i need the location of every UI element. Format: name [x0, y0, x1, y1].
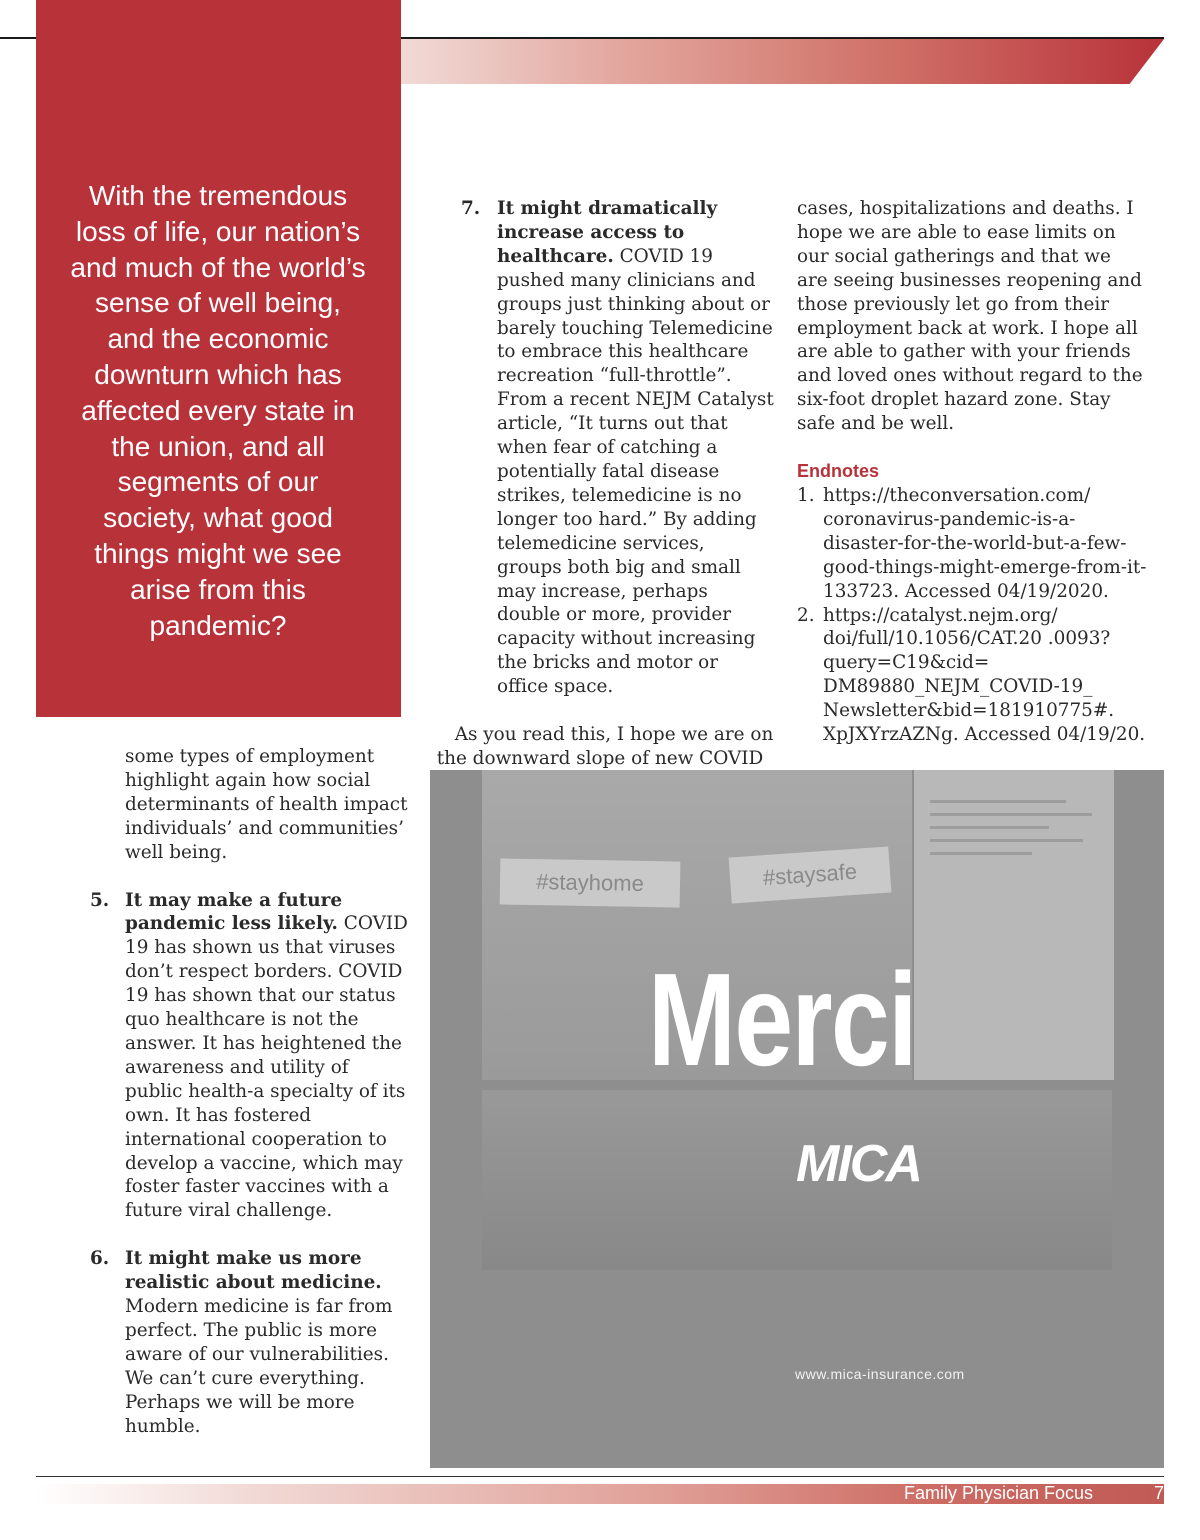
list-item — [425, 197, 775, 699]
column-middle — [425, 197, 775, 795]
endnote-item — [797, 604, 1147, 747]
publication-name: Family Physician Focus — [904, 1483, 1094, 1503]
item-number: 5. — [90, 889, 110, 911]
item-body: Modern medicine is far from perfect. The public is more aware of our vulnerabilities. We can’t cure everything. Perhaps we will be more humble. — [125, 1296, 393, 1437]
endnote-text: https://theconversation.com/ coronavirus-pandemic-is-a-disaster-for-the-world-but-a-few-good-things-might-emerge-from-it-133723. Accessed 04/19/2020. — [823, 484, 1147, 602]
closing-paragraph-continued: cases, hospitalizations and deaths. I hope we are able to ease limits on our social gatherings and that we are seeing businesses reopening and those previously let go from their employment back at work. I hope all are able to gather with your friends and loved ones without regard to the six-foot droplet hazard zone. Stay safe and be well. — [797, 198, 1143, 435]
column-right — [797, 197, 1147, 747]
ad-headline: Merci — [648, 946, 916, 1093]
item-lead: It may make a future pandemic less likely. — [125, 889, 343, 935]
continued-text: some types of employment highlight again how social determinants of health impact individuals’ and communities’ well being. — [125, 746, 408, 863]
column-left — [90, 745, 410, 1438]
bottom-rule — [36, 1476, 1164, 1477]
pull-quote: With the tremendous loss of life, our nation’s and much of the world’s sense of well being, and the economic downturn which has affected every state in the union, and all segments of our society, what good things might we see arise from this pandemic? — [70, 180, 366, 641]
staysafe-sign: #staysafe — [729, 846, 892, 903]
endnotes-heading: Endnotes — [797, 461, 880, 482]
page-number: 7 — [1154, 1483, 1165, 1503]
stayhome-sign: #stayhome — [500, 858, 681, 907]
item-body: COVID 19 has shown us that viruses don’t respect borders. COVID 19 has shown that our status quo healthcare is not the answer. It has heightened the awareness and utility of public health-a specialty of its own. It has fostered international cooperation to develop a vaccine, which may foster faster vaccines with a future viral challenge. — [125, 913, 408, 1222]
closing-paragraph: As you read this, I hope we are on the downward slope of new COVID — [436, 724, 774, 769]
item-lead: It might make us more realistic about medicine. — [125, 1248, 382, 1294]
list-item — [90, 889, 410, 1224]
top-gradient-band — [400, 39, 1164, 84]
document-lines — [930, 790, 1100, 865]
endnote-number: 1. — [797, 484, 815, 506]
endnote-item — [797, 484, 1147, 604]
item-number: 6. — [90, 1248, 110, 1270]
mica-url[interactable]: www.mica-insurance.com — [795, 1366, 965, 1382]
endnote-number: 2. — [797, 604, 815, 626]
item-body: COVID 19 pushed many clinicians and groups just thinking about or barely touching Telemedicine to embrace this healthcare recreation “full-throttle”. From a recent NEJM Catalyst article, “It turns out that when fear of catching a potentially fatal disease strikes, telemedicine is no longer too hard.” By adding telemedicine services, groups both big and small may increase, perhaps double or more, provider capacity without increasing the bricks and motor or office space. — [497, 245, 774, 698]
mica-logo: MICA — [796, 1135, 921, 1193]
item-lead: It might dramatically increase access to healthcare. — [497, 198, 718, 267]
endnote-text: https://catalyst.nejm.org/ doi/full/10.1056/CAT.20 .0093?query=C19&cid= DM89880_NEJM_COVID-19_ Newsletter&bid=181910775#. XpJXYrzAZNg. Accessed 04/19/20. — [823, 604, 1146, 746]
list-item — [90, 1247, 410, 1438]
mica-advertisement — [430, 770, 1164, 1468]
item-number: 7. — [461, 198, 481, 219]
